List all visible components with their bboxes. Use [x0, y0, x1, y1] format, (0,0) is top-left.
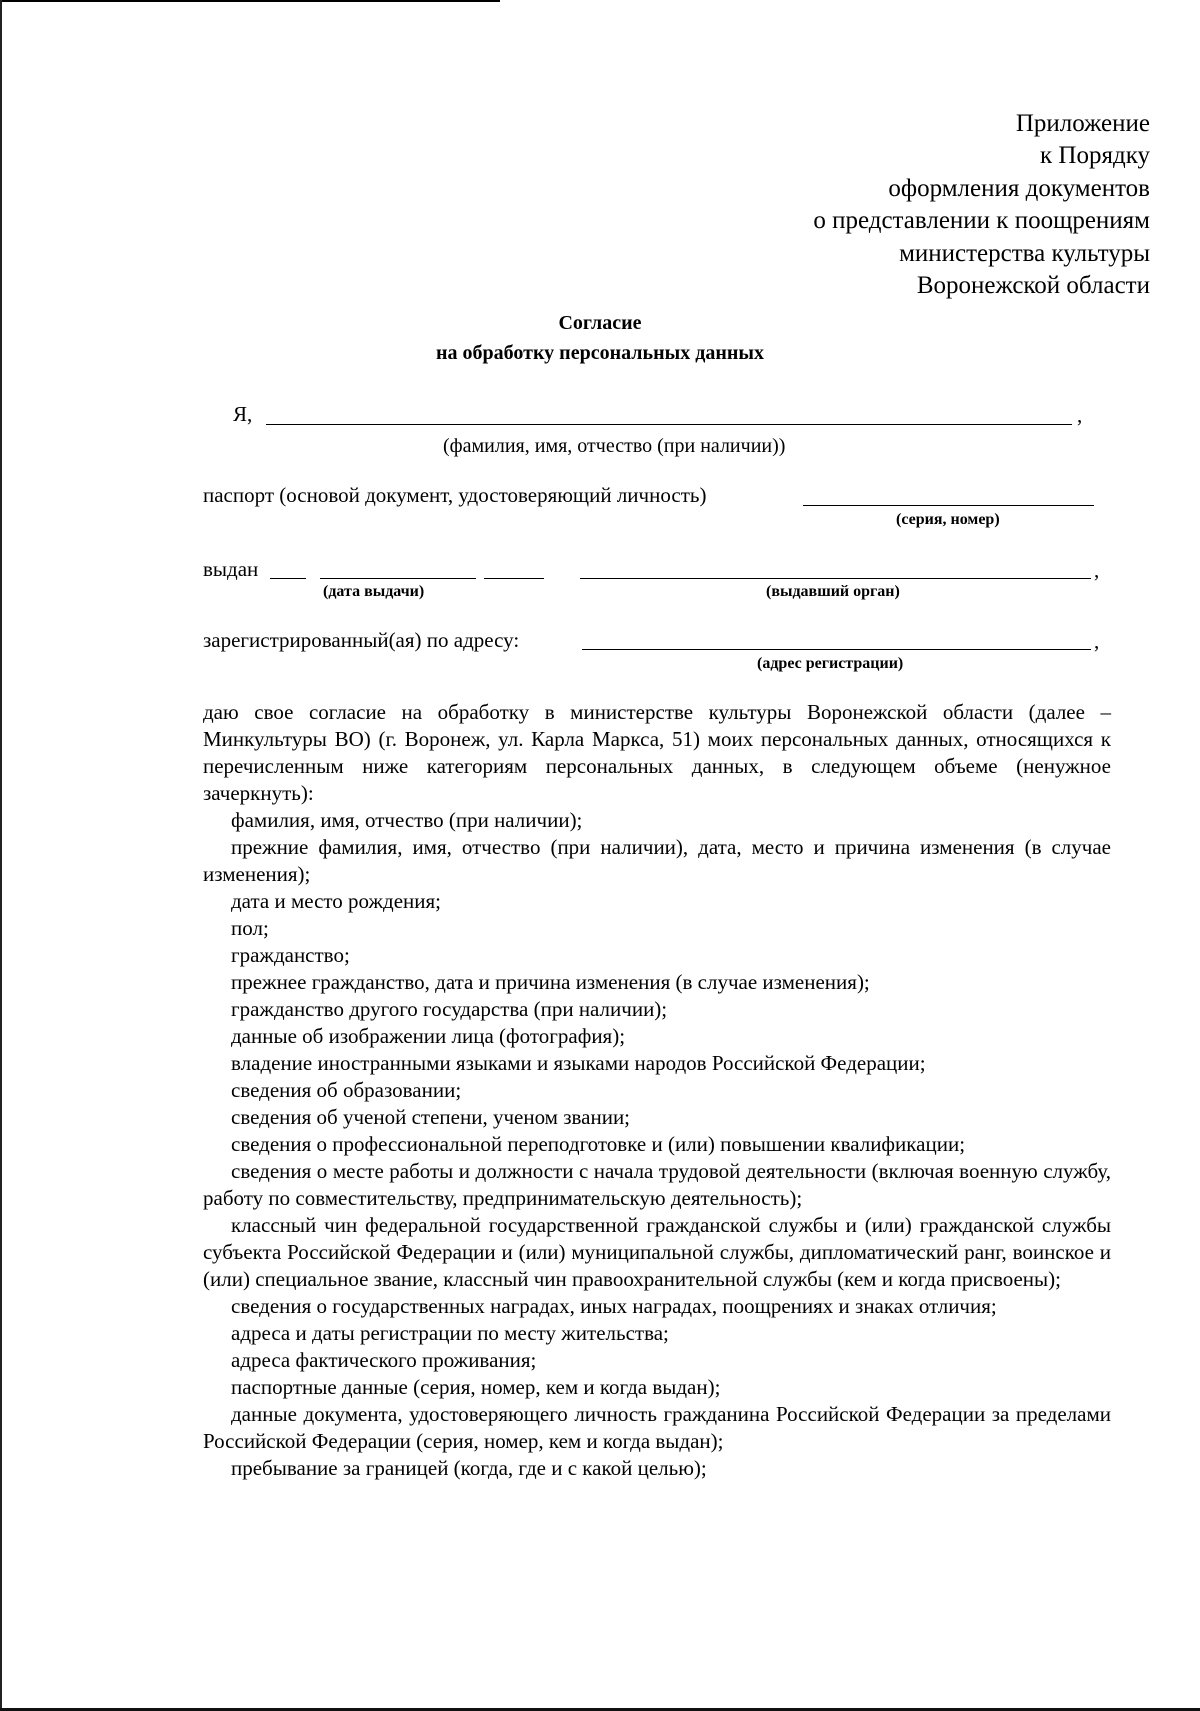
appendix-line: министерства культуры	[899, 239, 1150, 267]
appendix-line: Приложение	[1015, 110, 1150, 137]
consent-item: фамилия, имя, отчество (при наличии);	[231, 808, 583, 832]
full-name-field[interactable]	[266, 424, 1072, 425]
consent-item: данные документа, удостоверяющего личность гражданина Российской Федерации за пределами Российской Федерации (серия, номер, кем и когда выдан);	[203, 1402, 1111, 1453]
scan-left-edge	[0, 0, 2, 1711]
consent-item: данные об изображении лица (фотография);	[231, 1024, 626, 1048]
consent-item: паспортные данные (серия, номер, кем и когда выдан);	[231, 1375, 721, 1399]
consent-item: адреса и даты регистрации по месту жительства;	[231, 1321, 669, 1345]
consent-intro: даю свое согласие на обработку в министерстве культуры Воронежской области (далее – Минкультуры ВО) (г. Воронеж, ул. Карла Маркса, 51) моих персональных данных, относящихся к перечисленным ниже категориям персональных данных, в следующем объеме (ненужное зачеркнуть):	[203, 700, 1111, 805]
consent-item: дата и место рождения;	[231, 889, 442, 913]
consent-item: сведения о профессиональной переподготовке и (или) повышении квалификации;	[231, 1132, 966, 1156]
address-caption: (адрес регистрации)	[757, 655, 904, 672]
registered-label: зарегистрированный(ая) по адресу:	[203, 628, 520, 652]
consent-item: пол;	[231, 916, 269, 940]
passport-label: паспорт (основой документ, удостоверяющий личность)	[203, 483, 707, 507]
issued-label: выдан	[203, 557, 259, 581]
appendix-line: к Порядку	[1040, 142, 1150, 170]
issue-year-field[interactable]	[484, 578, 544, 579]
consent-item: сведения о месте работы и должности с начала трудовой деятельности (включая военную службу, работу по совместительству, предпринимательскую деятельность);	[203, 1159, 1111, 1210]
consent-item: прежнее гражданство, дата и причина изменения (в случае изменения);	[231, 970, 870, 994]
scan-top-rule	[0, 0, 500, 2]
consent-item: сведения об ученой степени, ученом звании;	[231, 1105, 631, 1129]
consent-item: сведения об образовании;	[231, 1078, 462, 1102]
consent-item: гражданство;	[231, 943, 350, 967]
appendix-line: оформления документов	[888, 174, 1150, 202]
title-line-1: Согласие	[558, 312, 642, 334]
appendix-line: Воронежской области	[916, 272, 1150, 300]
consent-body	[203, 699, 1111, 1482]
consent-item: адреса фактического проживания;	[231, 1348, 537, 1372]
address-field[interactable]	[582, 649, 1091, 650]
issue-date-caption: (дата выдачи)	[323, 583, 425, 600]
passport-number-field[interactable]	[803, 505, 1094, 506]
appendix-line: о представлении к поощрениям	[813, 207, 1150, 235]
full-name-caption: (фамилия, имя, отчество (при наличии))	[443, 435, 786, 457]
issuer-caption: (выдавший орган)	[766, 583, 900, 600]
consent-item: гражданство другого государства (при наличии);	[231, 997, 668, 1021]
consent-item: владение иностранными языками и языками народов Российской Федерации;	[231, 1051, 926, 1075]
document-title	[0, 308, 1200, 368]
issue-day-field[interactable]	[270, 578, 306, 579]
issuer-field[interactable]	[580, 578, 1091, 579]
consent-item: пребывание за границей (когда, где и с какой целью);	[231, 1456, 707, 1480]
consent-item: сведения о государственных наградах, иных наградах, поощрениях и знаках отличия;	[231, 1294, 997, 1318]
title-line-2: на обработку персональных данных	[436, 342, 764, 364]
issue-month-field[interactable]	[320, 578, 476, 579]
full-name-comma: ,	[1077, 403, 1083, 427]
i-label: Я,	[233, 402, 253, 426]
appendix-block	[813, 108, 1150, 302]
issuer-comma: ,	[1094, 558, 1100, 582]
address-comma: ,	[1094, 629, 1100, 653]
passport-caption: (серия, номер)	[896, 511, 1000, 528]
consent-item: прежние фамилия, имя, отчество (при наличии), дата, место и причина изменения (в случае изменения);	[203, 835, 1111, 886]
consent-item: классный чин федеральной государственной гражданской службы и (или) гражданской службы субъекта Российской Федерации и (или) муниципальной службы, дипломатический ранг, воинское и (или) специальное звание, классный чин правоохранительной службы (кем и когда присвоены);	[203, 1213, 1111, 1291]
